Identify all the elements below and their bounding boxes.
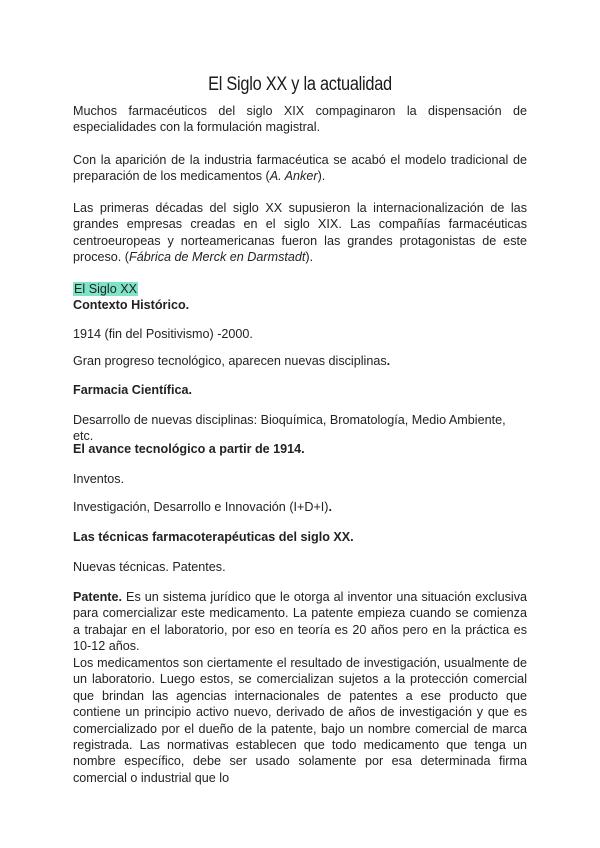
paragraph-medicamentos: Los medicamentos son ciertamente el resultado de investigación, usualmente de un laboratorio. Luego estos, se comercializan sujetos a la protección comercial que brindan las agencias internacionales de patentes a ese producto que contiene un principio activo nuevo, derivado de años de investigación y que es comercializado por el dueño de la patente, bajo un nombre comercial de marca registrada. Las normativas establecen que todo medicamento que tenga un nombre específico, debe ser usado solamente por esa determinada firma comercial o industrial que lo	[73, 656, 527, 785]
paragraph-industria-italic: A. Anker	[269, 169, 318, 184]
dates-line: 1914 (fin del Positivismo) -2000.	[73, 327, 253, 341]
inventos-line: Inventos.	[73, 472, 125, 486]
progreso-line	[73, 353, 527, 369]
patente-label: Patente.	[73, 590, 122, 604]
disciplinas-line: Desarrollo de nuevas disciplinas: Bioquímica, Bromatología, Medio Ambiente, etc.	[73, 413, 506, 444]
paragraph-patente	[73, 589, 527, 655]
paragraph-industria	[73, 152, 527, 185]
idi-dot: .	[328, 500, 333, 514]
idi-text: Investigación, Desarrollo e Innovación (I+D+I)	[73, 500, 329, 514]
heading-avance-tecnologico: El avance tecnológico a partir de 1914.	[73, 442, 305, 456]
paragraph-industria-end: ).	[317, 169, 326, 184]
idi-line	[73, 499, 527, 515]
paragraph-farmaceuticos: Muchos farmacéuticos del siglo XIX compaginaron la dispensación de especialidades con la formulación magistral.	[73, 104, 527, 135]
highlighted-heading-line	[73, 281, 527, 297]
patente-text: Es un sistema jurídico que le otorga al inventor una situación exclusiva para comercializar este medicamento. La patente empieza cuando se comienza a trabajar en el laboratorio, por eso en teoría es 20 años pero en la práctica es 10-12 años.	[73, 590, 527, 654]
paragraph-internacionalizacion	[73, 200, 527, 266]
nuevas-tecnicas-line: Nuevas técnicas. Patentes.	[73, 560, 226, 574]
heading-contexto-historico: Contexto Histórico.	[73, 298, 190, 312]
heading-tecnicas: Las técnicas farmacoterapéuticas del siglo XX.	[73, 530, 354, 544]
heading-farmacia-cientifica: Farmacia Científica.	[73, 383, 192, 397]
progreso-text: Gran progreso tecnológico, aparecen nuevas disciplinas	[73, 354, 387, 368]
paragraph-industria-text: Con la aparición de la industria farmacéutica se acabó el modelo tradicional de preparación de los medicamentos (	[73, 153, 527, 184]
paragraph-internacionalizacion-italic: Fábrica de Merck en Darmstadt	[129, 250, 306, 265]
paragraph-internacionalizacion-text: Las primeras décadas del siglo XX supusieron la internacionalización de las grandes empresas creadas en el siglo XIX. Las compañías farmacéuticas centroeuropeas y norteamericanas fueron las grandes protagonistas de este proceso. (	[73, 201, 527, 265]
page-title: El Siglo XX y la actualidad	[208, 74, 392, 95]
highlighted-heading: El Siglo XX	[74, 282, 137, 296]
progreso-dot: .	[386, 354, 391, 368]
paragraph-internacionalizacion-end: ).	[305, 250, 314, 265]
